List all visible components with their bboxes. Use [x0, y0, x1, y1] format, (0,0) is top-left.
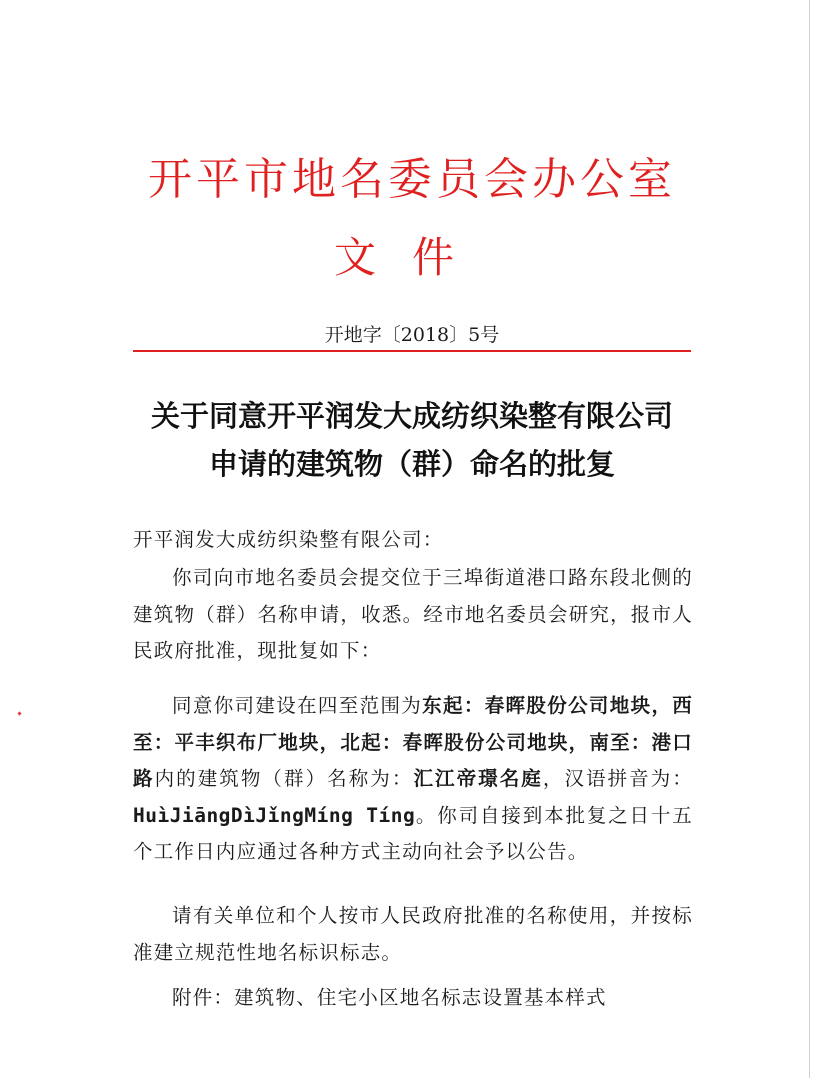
document-word: 文件 [333, 233, 490, 282]
scan-mark [17, 711, 21, 715]
paragraph-3: 请有关单位和个人按市人民政府批准的名称使用，并按标准建立规范性地名标识标志。 [133, 904, 693, 964]
addressee: 开平润发大成纺织染整有限公司： [133, 528, 444, 551]
paragraph-1: 你司向市地名委员会提交位于三埠街道港口路东段北侧的建筑物（群）名称申请，收悉。经市地名委员会研究，报市人民政府批准，现批复如下： [133, 566, 693, 662]
org-title: 开平市地名委员会办公室 [148, 154, 676, 205]
subject-line-2: 申请的建筑物（群）命名的批复 [208, 447, 615, 481]
document-subject [0, 392, 824, 488]
p2-boundaries: 东起：春晖股份公司地块，西至：平丰织布厂地块，北起：春晖股份公司地块，南至：港口路 [133, 694, 693, 790]
attachment-note: 附件：建筑物、住宅小区地名标志设置基本样式 [172, 986, 607, 1009]
building-name-pinyin: HuìJiāngDìJǐngMíng Tíng [133, 803, 416, 827]
building-name: 汇江帝璟名庭 [413, 767, 543, 790]
p2-closing: 。你司自接到本批复之日十五个工作日内应通过各种方式主动向社会予以公告。 [133, 803, 693, 863]
p2-name-intro: 内的建筑物（群）名称为： [154, 767, 414, 790]
p2-pinyin-intro: ，汉语拼音为： [542, 767, 694, 790]
p2-intro: 同意你司建设在四至范围为 [172, 694, 423, 717]
red-divider [133, 350, 691, 352]
paragraph-2 [133, 688, 693, 871]
document-number: 开地字〔2018〕5号 [324, 324, 500, 346]
subject-line-1: 关于同意开平润发大成纺织染整有限公司 [150, 399, 673, 433]
